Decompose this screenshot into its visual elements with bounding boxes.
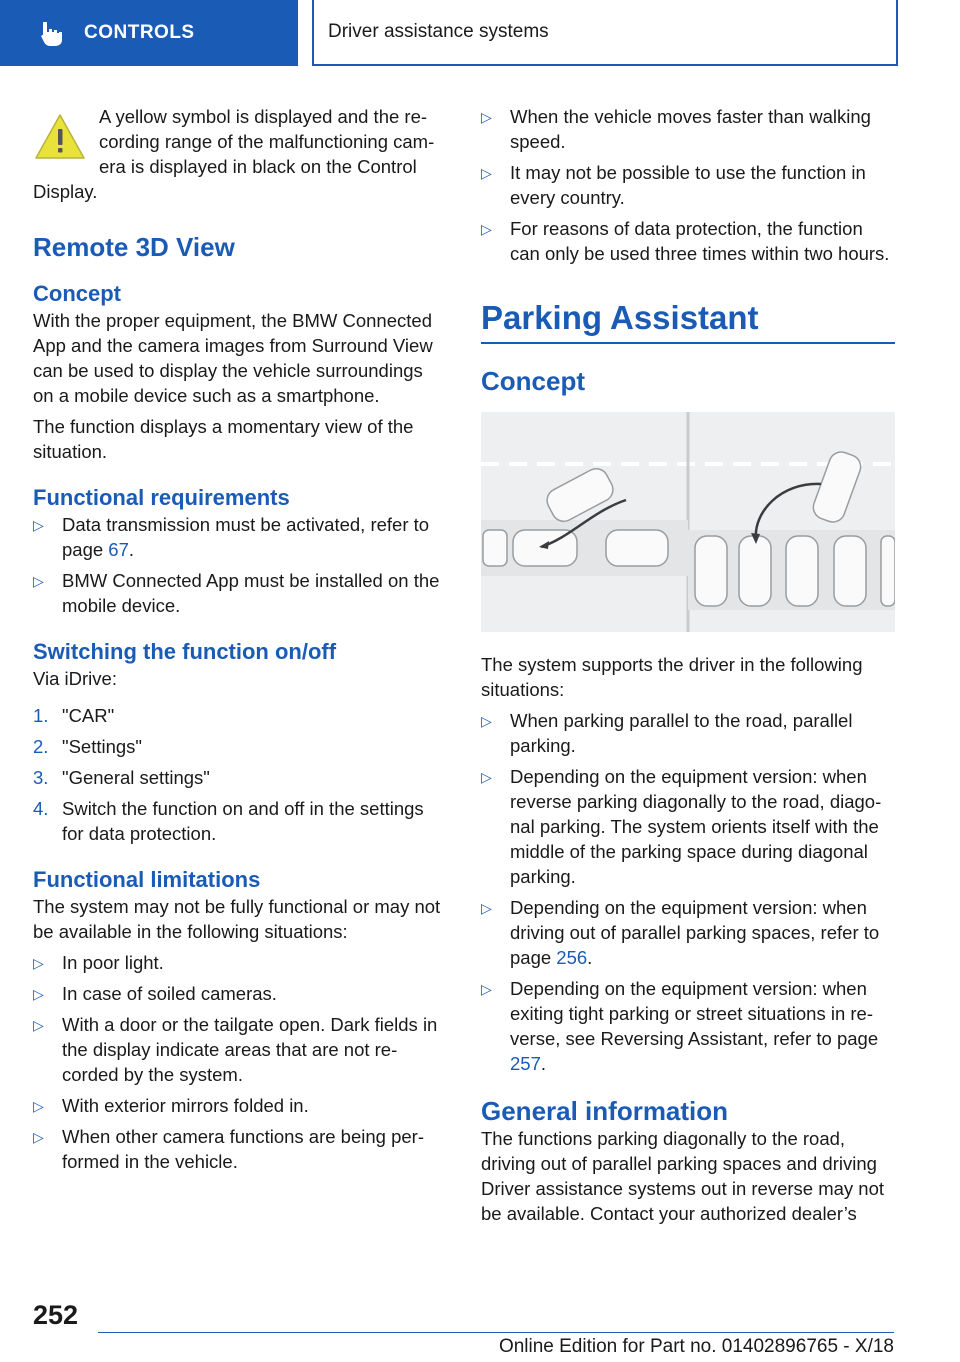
- bullet-triangle-icon: ▷: [481, 981, 492, 997]
- heading-concept: Concept: [481, 366, 585, 396]
- page-link-256[interactable]: 256: [556, 947, 588, 968]
- right-column: [481, 104, 895, 1232]
- list-item: ▷ When other camera functions are being performed in the vehicle.: [33, 1126, 424, 1172]
- supports-paragraph: The system supports the driver in the following situations:: [481, 654, 863, 700]
- list-item: ▷ With a door or the tailgate open. Dark fields in the display indicate areas that are not recorded by the system.: [33, 1014, 438, 1085]
- list-item: ▷ BMW Connected App must be installed on the mobile device.: [33, 570, 440, 616]
- situations-list: [481, 708, 895, 1076]
- limitations-list: [33, 950, 447, 1174]
- bullet-triangle-icon: ▷: [33, 986, 44, 1002]
- heading-switching-function: Switching the function on/off: [33, 639, 337, 664]
- steps-list: [33, 703, 447, 846]
- bullet-triangle-icon: ▷: [481, 109, 492, 125]
- list-item: 1. "CAR": [33, 705, 115, 726]
- list-item: ▷ Data transmission must be activated, refer to page 67.: [33, 514, 430, 560]
- heading-general-information: General information: [481, 1096, 729, 1126]
- limitations-intro: The system may not be fully functional or may not be available in the following situations:: [33, 896, 441, 942]
- bullet-triangle-icon: ▷: [481, 900, 492, 916]
- page-header: [0, 0, 960, 66]
- via-idrive-label: Via iDrive:: [33, 668, 117, 689]
- list-item: ▷ In case of soiled cameras.: [33, 981, 447, 1006]
- list-item: ▷ Depending on the equipment version: when driving out of parallel parking spaces, refer to page 256.: [481, 897, 880, 968]
- page-link-257[interactable]: 257: [510, 1053, 541, 1074]
- section-box: [312, 0, 898, 66]
- list-item: 4. Switch the function on and off in the settings for data protection.: [33, 798, 424, 844]
- bullet-triangle-icon: ▷: [33, 573, 44, 589]
- list-item: ▷ In poor light.: [33, 950, 447, 975]
- requirements-list: [33, 512, 447, 618]
- bullet-triangle-icon: ▷: [33, 1017, 44, 1033]
- footer-rule: [98, 1332, 894, 1333]
- concept-paragraph-1: With the proper equipment, the BMW Connected App and the camera images from Surround View can be used to display the vehicle surroundings on a mobile device such as a smartphone.: [33, 310, 433, 406]
- bullet-triangle-icon: ▷: [481, 221, 492, 237]
- edition-footer: Online Edition for Part no. 01402896765 - X/18: [498, 1336, 894, 1357]
- parking-illustration: [481, 412, 895, 632]
- list-item: 3. "General settings": [33, 767, 210, 788]
- heading-functional-requirements: Functional requirements: [33, 485, 290, 510]
- heading-remote-3d-view: Remote 3D View: [33, 232, 235, 262]
- chapter-tab: [0, 0, 298, 66]
- list-item: ▷ For reasons of data protection, the function can only be used three times within two hours.: [481, 218, 890, 264]
- list-item: ▷ With exterior mirrors folded in.: [33, 1093, 447, 1118]
- list-item: ▷ When the vehicle moves faster than walking speed.: [481, 106, 871, 152]
- heading-functional-limitations: Functional limitations: [33, 867, 261, 892]
- list-item: 2. "Settings": [33, 736, 142, 757]
- bullet-triangle-icon: ▷: [33, 1129, 44, 1145]
- list-item: ▷ Depending on the equipment version: when reverse parking diagonally to the road, diagonal parking. The system orients itself with the middle of the parking space during diagonal parking.: [481, 766, 882, 887]
- list-item: ▷ It may not be possible to use the function in every country.: [481, 162, 866, 208]
- bullet-triangle-icon: ▷: [33, 517, 44, 533]
- bullet-triangle-icon: ▷: [33, 1098, 44, 1114]
- bullet-triangle-icon: ▷: [481, 769, 492, 785]
- bullet-triangle-icon: ▷: [481, 165, 492, 181]
- warning-triangle-icon: [33, 112, 87, 162]
- warning-note: [33, 104, 447, 204]
- chapter-title: CONTROLS: [84, 22, 195, 43]
- list-item: ▷ Depending on the equipment version: when exiting tight parking or street situations in reverse, see Reversing Assistant, refer to page 257.: [481, 978, 879, 1074]
- bullet-triangle-icon: ▷: [481, 713, 492, 729]
- hand-pointer-icon: [36, 18, 66, 48]
- list-item: ▷ When parking parallel to the road, parallel parking.: [481, 710, 853, 756]
- page-link-67[interactable]: 67: [108, 539, 129, 560]
- section-title: Driver assistance systems: [328, 21, 549, 42]
- left-column: [33, 104, 447, 1180]
- heading-parking-assistant: Parking Assistant: [481, 299, 759, 336]
- general-paragraph: The functions parking diagonally to the road, driving out of parallel parking spaces and driving Driver assistance systems out in reverse may not be available. Contact your authorized dealer’s: [481, 1128, 885, 1224]
- heading-concept: Concept: [33, 281, 121, 306]
- warning-text: A yellow symbol is displayed and the recording range of the malfunctioning camera is displayed in black on the Control Display.: [33, 106, 435, 202]
- page-number: 252: [33, 1300, 79, 1330]
- bullet-triangle-icon: ▷: [33, 955, 44, 971]
- concept-paragraph-2: The function displays a momentary view of the situation.: [33, 416, 414, 462]
- continued-limitations-list: [481, 104, 895, 266]
